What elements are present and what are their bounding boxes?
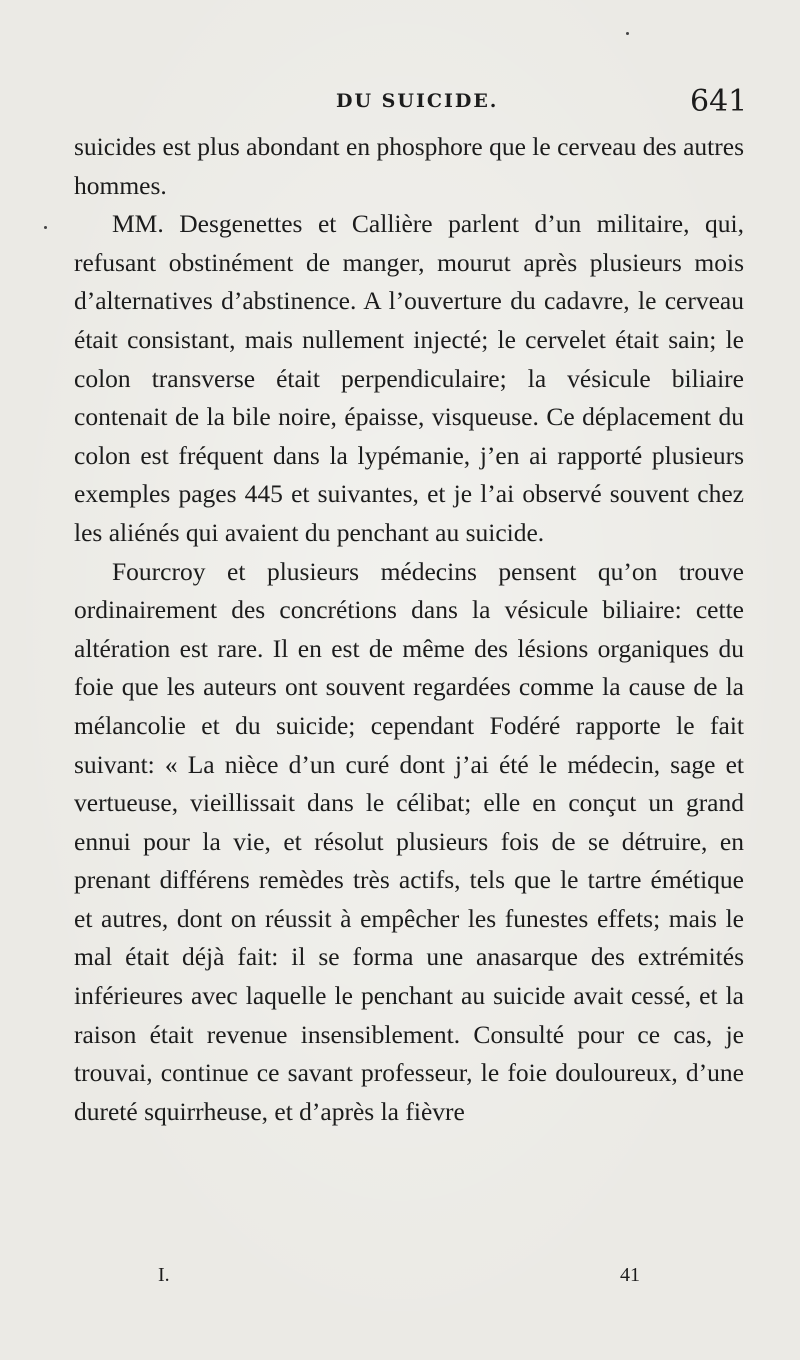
- margin-speck: [626, 32, 629, 35]
- paragraph-desgenettes: MM. Desgenettes et Callière parlent d’un militaire, qui, refusant obstinément de manger, mourut après plusieurs mois d’alternatives d’abstinence. A l’ouverture du cadavre, le cerveau était consistant, mais nullement injecté; le cervelet était sain; le colon transverse était perpendiculaire; la vésicule biliaire contenait de la bile noire, épaisse, visqueuse. Ce déplacement du colon est fréquent dans la lypémanie, j’en ai rapporté plusieurs exemples pages 445 et suivantes, et je l’ai observé souvent chez les aliénés qui avaient du penchant au suicide.: [74, 209, 744, 547]
- running-head: [0, 84, 800, 124]
- page-footer: [0, 1258, 800, 1298]
- paragraph-fourcroy: Fourcroy et plusieurs médecins pensent qu’on trouve ordinairement des concrétions dans la vésicule biliaire: cette altération est rare. Il en est de même des lésions organiques du foie que les auteurs ont souvent regardées comme la cause de la mélancolie et du suicide; cependant Fodéré rapporte le fait suivant: « La nièce d’un curé dont j’ai été le médecin, sage et vertueuse, vieillissait dans le célibat; elle en conçut un grand ennui pour la vie, et résolut plusieurs fois de se détruire, en prenant différens remèdes très actifs, tels que le tartre émétique et autres, dont on réussit à empêcher les funestes effets; mais le mal était déjà fait: il se forma une anasarque des extrémités inférieures avec laquelle le penchant au suicide avait cessé, et la raison était revenue insensiblement. Consulté pour ce cas, je trouvai, continue ce savant professeur, le foie douloureux, d’une dureté squirrheuse, et d’après la fièvre: [74, 556, 744, 1126]
- gathering-signature: 41: [620, 1264, 640, 1286]
- body-text: [74, 128, 744, 1131]
- volume-signature: I.: [158, 1264, 170, 1286]
- running-title: DU SUICIDE.: [336, 90, 499, 112]
- margin-speck: [44, 226, 47, 229]
- page-number: 641: [690, 84, 748, 119]
- paragraph-continuation: suicides est plus abondant en phosphore que le cerveau des autres hommes.: [74, 132, 744, 200]
